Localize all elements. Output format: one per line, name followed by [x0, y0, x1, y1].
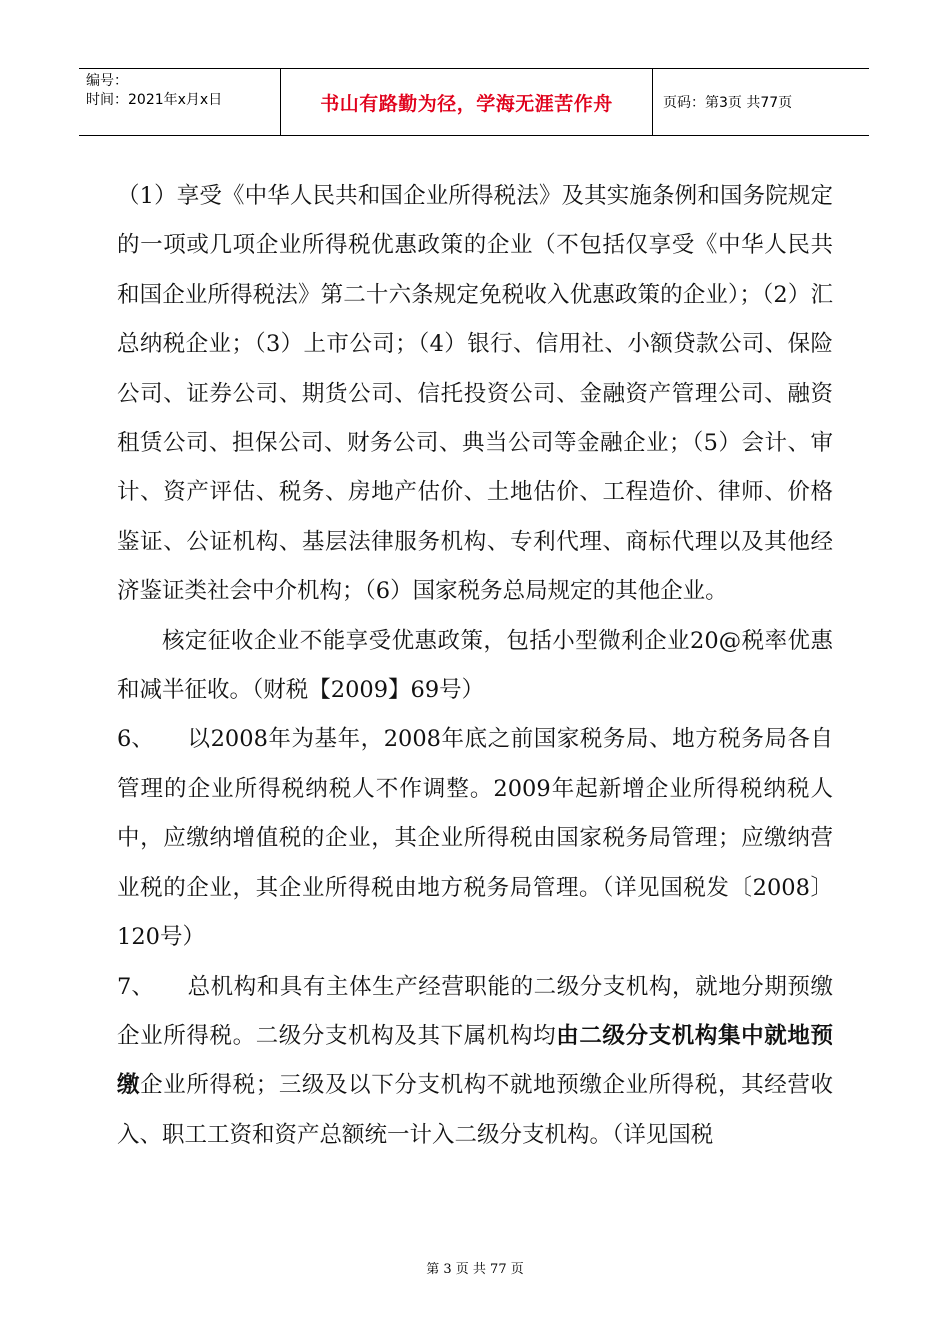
header-meta — [79, 69, 281, 135]
page-footer: 第 3 页 共 77 页 — [426, 1262, 524, 1277]
document-number-label: 编号： — [86, 73, 128, 89]
item-text: 以2008年为基年，2008年底之前国家税务局、地方税务局各自管理的企业所得税纳税人不作调整。2009年起新增企业所得税纳税人中，应缴纳增值税的企业，其企业所得税由国家税务局管理；应缴纳营业税的企业，其企业所得税由地方税务局管理。（详见国税发〔2008〕120号） — [117, 726, 833, 951]
paragraph-item-7 — [117, 963, 833, 1161]
item-number: 6、 — [117, 726, 154, 753]
document-date: 时间：2021年x月x日 — [86, 92, 223, 108]
item-text-continued: 企业所得税；三级及以下分支机构不就地预缴企业所得税，其经营收入、职工工资和资产总额统一计入二级分支机构。（详见国税 — [117, 1072, 833, 1148]
bold-emphasis: 由二级分支机构集中就地预缴 — [117, 1022, 833, 1099]
header-motto: 书山有路勤为径，学海无涯苦作舟 — [281, 69, 653, 135]
paragraph-assessed-collection: 核定征收企业不能享受优惠政策，包括小型微利企业20@税率优惠和减半征收。（财税【2009】69号） — [117, 627, 833, 704]
document-body — [117, 172, 833, 1160]
paragraph-enterprise-list: （1）享受《中华人民共和国企业所得税法》及其实施条例和国务院规定的一项或几项企业所得税优惠政策的企业（不包括仅享受《中华人民共和国企业所得税法》第二十六条规定免税收入优惠政策的企业）；（2）汇总纳税企业；（3）上市公司；（4）银行、信用社、小额贷款公司、保险公司、证券公司、期货公司、信托投资公司、金融资产管理公司、融资租赁公司、担保公司、财务公司、典当公司等金融企业；（5）会计、审计、资产评估、税务、房地产估价、土地估价、工程造价、律师、价格鉴证、公证机构、基层法律服务机构、专利代理、商标代理以及其他经济鉴证类社会中介机构；（6）国家税务总局规定的其他企业。 — [117, 183, 833, 605]
item-number: 7、 — [117, 973, 154, 1000]
header-page-info: 页码：第3页 共77页 — [663, 95, 793, 111]
item-text: 总机构和具有主体生产经营职能的二级分支机构，就地分期预缴企业所得税。二级分支机构及其下属机构均 — [117, 973, 833, 1049]
page-header — [79, 68, 869, 136]
paragraph-item-6 — [117, 715, 833, 962]
